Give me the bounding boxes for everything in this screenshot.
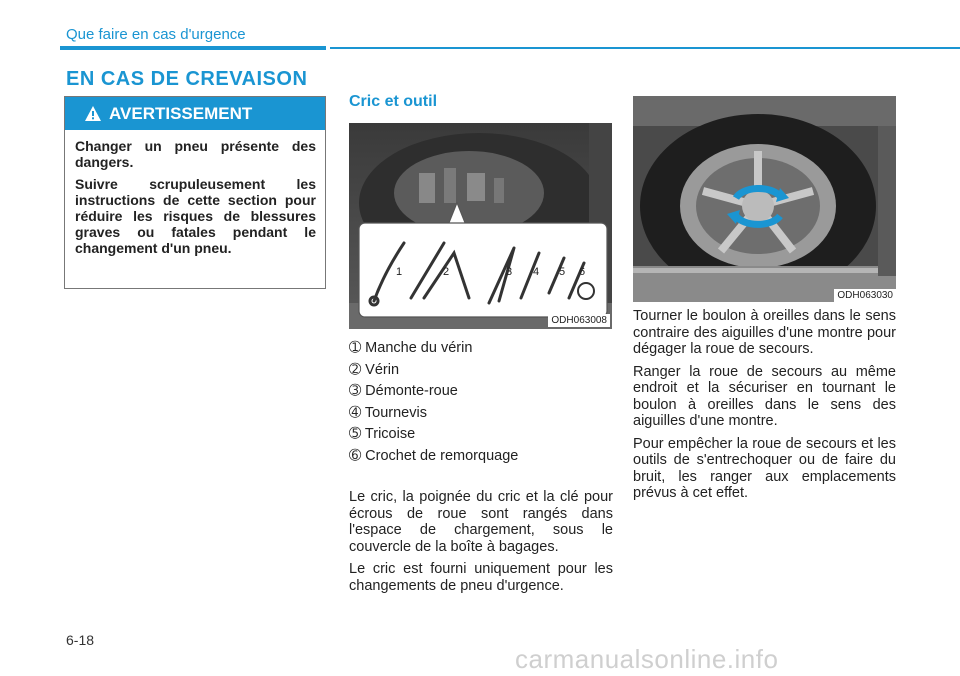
tools-list — [349, 338, 615, 467]
image-code-1: ODH063008 — [548, 314, 610, 327]
warning-triangle-icon — [85, 106, 101, 121]
callout-4: 4 — [533, 266, 540, 278]
page-title: EN CAS DE CREVAISON — [66, 68, 308, 90]
callout-5: 5 — [559, 266, 566, 278]
tool-item: ➁ Vérin — [349, 361, 400, 378]
page-number: 6-18 — [66, 632, 95, 648]
header-section-title: Que faire en cas d'urgence — [66, 26, 246, 43]
tool-item: ➂ Démonte-roue — [349, 383, 458, 399]
spare-wheel-image — [633, 96, 896, 302]
callout-2: 2 — [443, 266, 450, 278]
warning-paragraph-2: Suivre scrupuleusement les instructions de cette section pour réduire les risques de blessures graves ou fatales pendant le changement d'un pneu. — [75, 176, 316, 256]
jack-paragraph-1: Le cric, la poignée du cric et la clé pour écrous de roue sont rangés dans l'espace de chargement, sous le couvercle de la boîte à bagages. — [349, 489, 613, 555]
callout-6: 6 — [579, 266, 586, 278]
jack-paragraph-2: Le cric est fourni uniquement pour les changements de pneu d'urgence. — [349, 561, 613, 594]
callout-1: 1 — [396, 266, 403, 278]
jack-description — [349, 489, 613, 600]
callout-3: 3 — [506, 266, 513, 278]
spare-paragraph-3: Pour empêcher la roue de secours et les outils de s'entrechoquer ou de faire du bruit, les ranger aux emplacements prévus à cet effet. — [633, 435, 896, 501]
jack-tools-heading: Cric et outil — [349, 93, 438, 110]
tool-item: ➄ Tricoise — [349, 426, 416, 442]
spare-paragraph-1: Tourner le boulon à oreilles dans le sens contraire des aiguilles d'une montre pour dégager la roue de secours. — [633, 308, 896, 357]
header-rule-light — [330, 47, 960, 49]
header-rule-dark — [60, 46, 326, 50]
tool-item: ➃ Tournevis — [349, 404, 427, 421]
warning-paragraph-1: Changer un pneu présente des dangers. — [75, 138, 316, 170]
jack-tools-image — [349, 123, 612, 329]
warning-header — [65, 97, 325, 130]
watermark: carmanualsonline.info — [515, 644, 779, 674]
spare-description — [633, 308, 896, 508]
spare-paragraph-2: Ranger la roue de secours au même endroit et la sécuriser en tournant le boulon à oreilles dans le sens des aiguilles d'une montre. — [633, 363, 896, 429]
tool-item: ➅ Crochet de remorquage — [349, 447, 519, 464]
warning-body — [65, 130, 325, 256]
warning-label: AVERTISSEMENT — [109, 103, 253, 123]
tool-item: ➀ Manche du vérin — [349, 340, 473, 356]
image-code-2: ODH063030 — [834, 289, 896, 302]
warning-box — [64, 96, 326, 289]
